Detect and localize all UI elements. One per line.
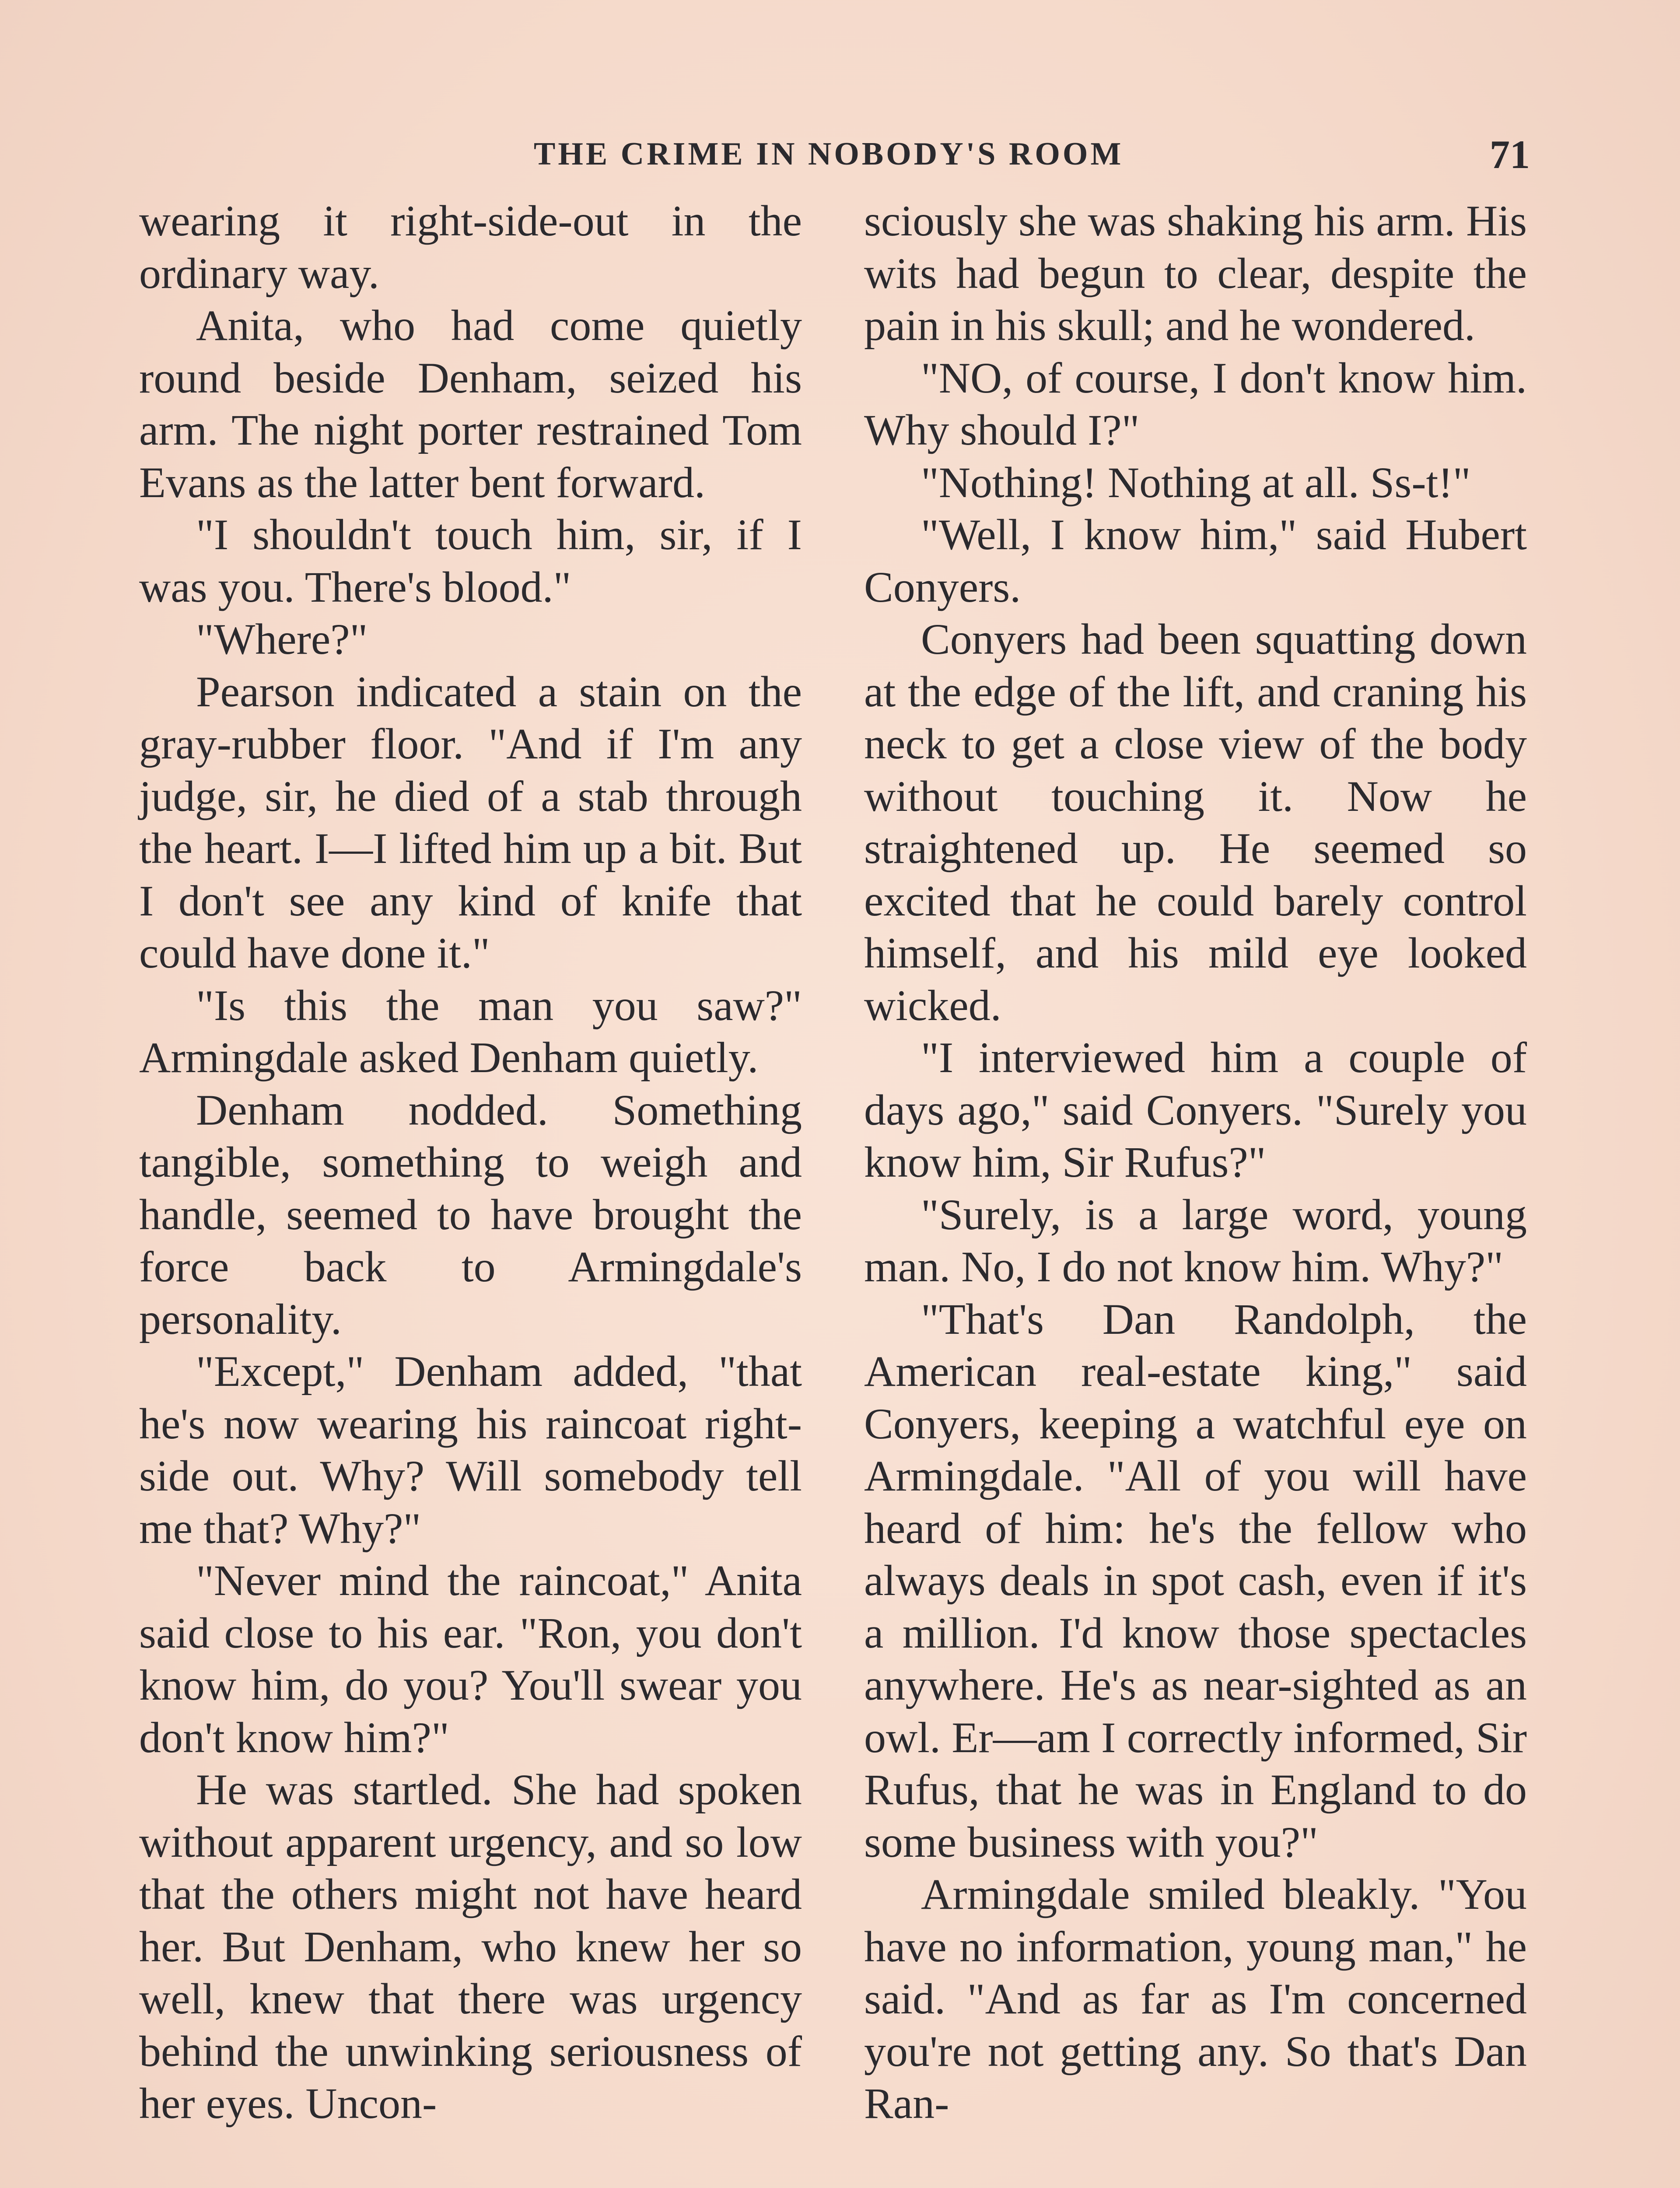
- paragraph: He was startled. She had spoken without apparent urgency, and so low that the others might not have heard her. But Denham, who knew her so well, knew that there was urgency behind the unwinking seriousness of her eyes. Uncon-: [139, 1765, 802, 2128]
- paragraph: Armingdale smiled bleakly. "You have no information, young man," he said. "And as far as I'm concerned you're not getting any. So that's Dan Ran-: [864, 1870, 1527, 2128]
- paragraph: "NO, of course, I don't know him. Why should I?": [864, 353, 1527, 454]
- paragraph: "Well, I know him," said Hubert Conyers.: [864, 510, 1527, 611]
- paragraph: "Never mind the raincoat," Anita said close to his ear. "Ron, you don't know him, do you? You'll swear you don't know him?": [139, 1556, 802, 1762]
- paragraph: Denham nodded. Something tangible, something to weigh and handle, seemed to have brought the force back to Armingdale's personality.: [139, 1085, 802, 1343]
- paragraph: "I interviewed him a couple of days ago," said Conyers. "Surely you know him, Sir Rufus?": [864, 1033, 1527, 1186]
- paragraph: "I shouldn't touch him, sir, if I was you. There's blood.": [139, 510, 802, 611]
- paragraph: Pearson indicated a stain on the gray-rubber floor. "And if I'm any judge, sir, he died of a stab through the heart. I—I lifted him up a bit. But I don't see any kind of knife that could have done it.": [139, 667, 802, 977]
- text-column-right: [864, 195, 1527, 2130]
- running-title: THE CRIME IN NOBODY'S ROOM: [534, 136, 1124, 172]
- text-column-left: [139, 195, 802, 2130]
- paragraph: "Nothing! Nothing at all. Ss-t!": [921, 458, 1471, 507]
- paragraph: "Except," Denham added, "that he's now wearing his raincoat right-side out. Why? Will somebody tell me that? Why?": [139, 1347, 802, 1553]
- paragraph: "That's Dan Randolph, the American real-estate king," said Conyers, keeping a watchful eye on Armingdale. "All of you will have heard of him: he's the fellow who always deals in spot cash, even if it's a million. I'd know those spectacles anywhere. He's as near-sighted as an owl. Er—am I correctly informed, Sir Rufus, that he was in England to do some business with you?": [864, 1294, 1527, 1866]
- paragraph: sciously she was shaking his arm. His wits had begun to clear, despite the pain in his skull; and he wondered.: [864, 196, 1527, 350]
- running-head: [0, 131, 1680, 179]
- paragraph: "Where?": [196, 615, 368, 663]
- paragraph: "Is this the man you saw?" Armingdale asked Denham quietly.: [139, 981, 802, 1082]
- page-number: 71: [1490, 132, 1530, 177]
- paragraph: "Surely, is a large word, young man. No, I do not know him. Why?": [864, 1190, 1527, 1291]
- paragraph: wearing it right-side-out in the ordinary way.: [139, 196, 802, 298]
- paragraph: Conyers had been squatting down at the edge of the lift, and craning his neck to get a close view of the body without touching it. Now he straightened up. He seemed so excited that he could barely control himself, and his mild eye looked wicked.: [864, 615, 1527, 1030]
- paragraph: Anita, who had come quietly round beside Denham, seized his arm. The night porter restrained Tom Evans as the latter bent forward.: [139, 301, 802, 507]
